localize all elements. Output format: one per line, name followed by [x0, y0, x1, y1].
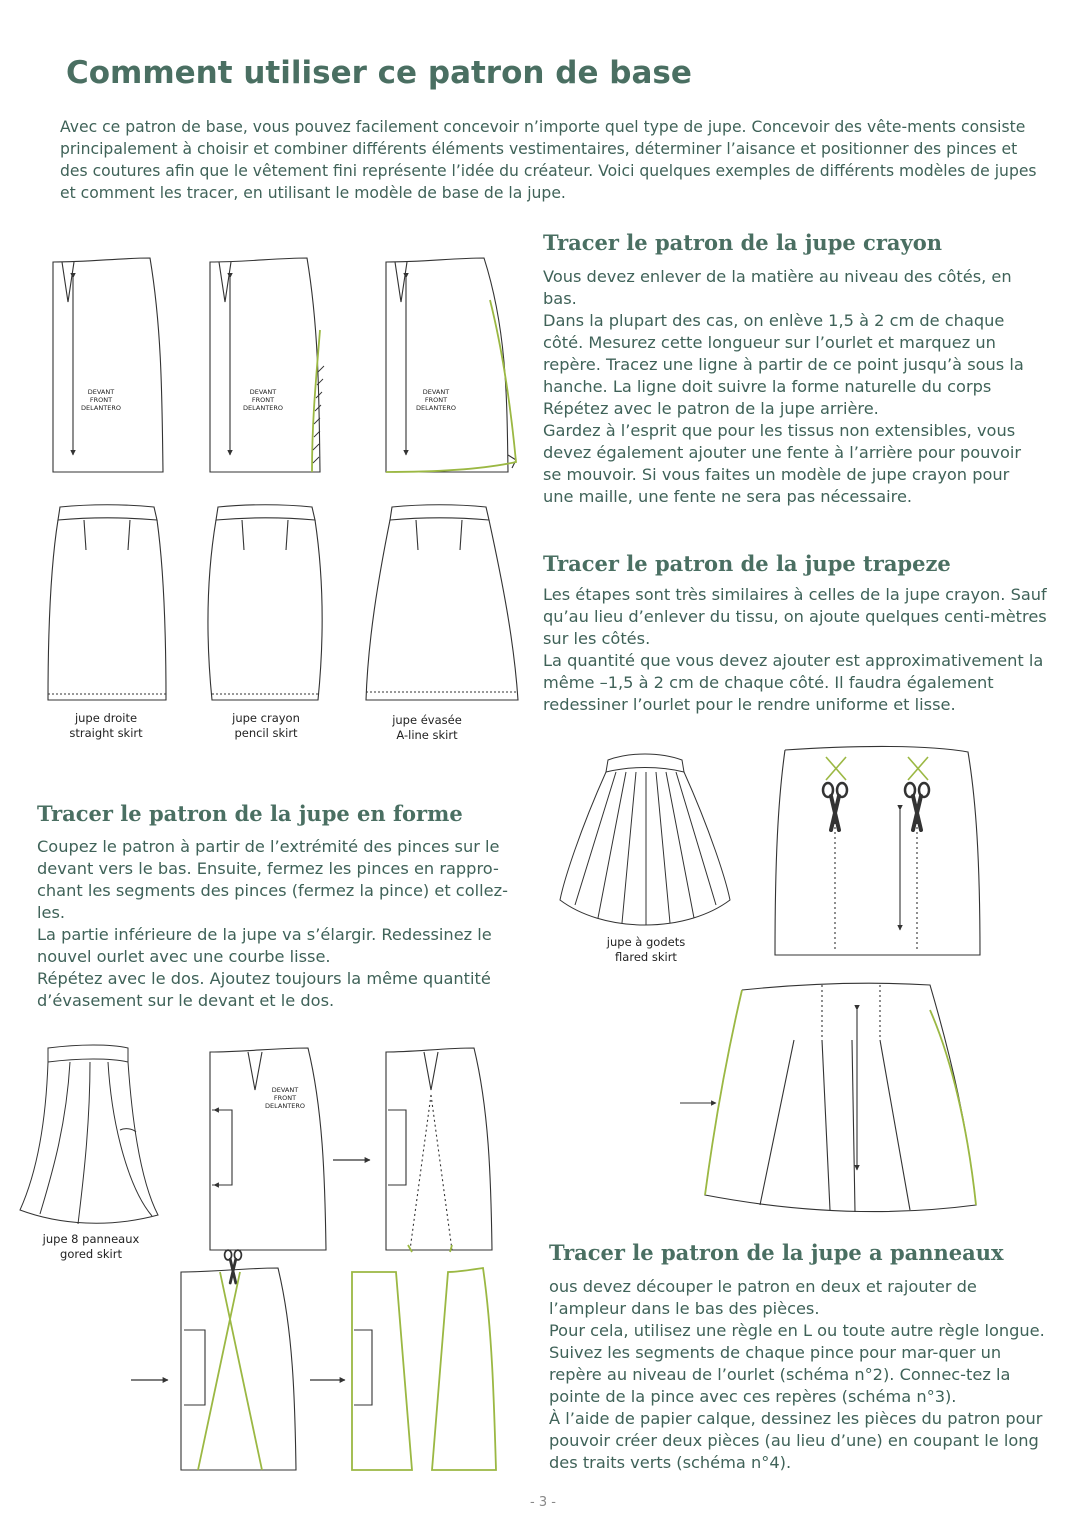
panneaux-para-1: ous devez découper le patron en deux et rajouter de l’ampleur dans le bas des pièces. [549, 1277, 977, 1318]
forme-mark-right [450, 1245, 452, 1252]
skirt-flared-drawing [560, 754, 730, 925]
forme-para-1: Coupez le patron à partir de l’extrémité des pinces sur le devant vers le bas. Ensuite, fermez les pinces en rappro-chant les segments des pinces (fermez la pince) et collez-les. [37, 837, 508, 922]
forme-pattern-4-notch [354, 1330, 372, 1405]
pattern-label-pencil-1: DEVANT [249, 388, 277, 396]
page-number: - 3 - [530, 1495, 556, 1510]
caption-pencil-en: pencil skirt [234, 726, 298, 740]
caption-flared-en: flared skirt [615, 950, 677, 964]
trapeze-para-1: Les étapes sont très similaires à celles de la jupe crayon. Sauf qu’au lieu d’enlever du tissu, on ajoute quelques centi-mètres sur les côtés. [543, 585, 1047, 648]
pattern-label-pencil-3: DELANTERO [243, 404, 283, 412]
pattern-label-forme-3: DELANTERO [265, 1102, 305, 1110]
section-title-panneaux: Tracer le patron de la jupe a panneaux [549, 1240, 1004, 1265]
spread-green-right [930, 1010, 976, 1205]
forme-pattern-1 [210, 1048, 326, 1250]
intro-paragraph: Avec ce patron de base, vous pouvez facilement concevoir n’importe quel type de jupe. Concevoir des vête-ments consiste principalement à choisir et combiner différents éléments vestimentaires, déterminer l’aisance et positionner des pinces et des coutures afin que le vêtement fini représente l’idée du créateur. Voici quelques exemples de différents modèles de jupes et comment les tracer, en utilisant le modèle de base de la jupe. [60, 118, 1037, 202]
pattern-label-straight-1: DEVANT [87, 388, 115, 396]
pattern-label-forme-1: DEVANT [271, 1086, 299, 1094]
forme-pattern-3 [181, 1268, 296, 1470]
crayon-para-2: Dans la plupart des cas, on enlève 1,5 à 2 cm de chaque côté. Mesurez cette longueur sur l’ourlet et marquez un repère. Tracez une ligne à partir de ce point jusqu’à sous la hanche. La ligne doit suivre la forme naturelle du corps [543, 311, 1024, 396]
skirt-aline-drawing [366, 505, 518, 700]
skirt-gored-drawing [20, 1045, 158, 1224]
caption-flared-fr: jupe à godets [606, 935, 686, 949]
pattern-straight [53, 258, 163, 472]
trapeze-para-2: La quantité que vous devez ajouter est approximativement la même –1,5 à 2 cm de chaque côté. Il faudra également redessiner l’ourlet pour le rendre uniforme et lisse. [543, 651, 1044, 714]
page-title: Comment utiliser ce patron de base [66, 55, 692, 91]
forme-pattern-4 [352, 1268, 496, 1470]
forme-mark-left [408, 1245, 412, 1252]
pattern-label-straight-2: FRONT [89, 396, 113, 404]
caption-aline-en: A-line skirt [396, 728, 458, 742]
forme-para-3: Répétez avec le dos. Ajoutez toujours la même quantité d’évasement sur le devant et le dos. [37, 969, 491, 1010]
caption-aline-fr: jupe évasée [392, 713, 462, 727]
panel-dart-crosses [826, 757, 928, 780]
skirt-pencil-drawing [208, 505, 322, 700]
caption-gored-en: gored skirt [60, 1247, 122, 1261]
section-title-forme: Tracer le patron de la jupe en forme [37, 801, 463, 826]
crayon-para-4: Gardez à l’esprit que pour les tissus non extensibles, vous devez également ajouter une fente à l’arrière pour pouvoir se mouvoir. Si vous faites un modèle de jupe crayon pour une maille, une fente ne sera pas nécessaire. [543, 421, 1022, 506]
panel-pattern-spread [680, 983, 976, 1212]
pattern-label-forme-2: FRONT [273, 1094, 297, 1102]
panel-pattern-top [775, 746, 980, 955]
skirt-straight-drawing [48, 505, 166, 700]
caption-straight-fr: jupe droite [74, 711, 138, 725]
pattern-aline [386, 258, 516, 472]
section-title-crayon: Tracer le patron de la jupe crayon [543, 230, 942, 255]
panneaux-para-2: Pour cela, utilisez une règle en L ou toute autre règle longue. Suivez les segments de chaque pince pour mar-quer un repère au niveau de l’ourlet (schéma n°2). Connec-tez la pointe de la pince avec ces repères (schéma n°3). [549, 1321, 1045, 1406]
forme-para-2: La partie inférieure de la jupe va s’élargir. Redessinez le nouvel ourlet avec une courbe lisse. [37, 925, 492, 966]
pattern-label-straight-3: DELANTERO [81, 404, 121, 412]
section-title-trapeze: Tracer le patron de la jupe trapeze [543, 551, 951, 576]
pattern-label-aline-2: FRONT [424, 396, 448, 404]
forme-pattern-2 [386, 1048, 492, 1250]
crayon-para-1: Vous devez enlever de la matière au niveau des côtés, en bas. [543, 267, 1012, 308]
spread-green-left [705, 990, 742, 1195]
pattern-label-aline-1: DEVANT [422, 388, 450, 396]
forme-green-cross [198, 1272, 262, 1470]
panneaux-para-3: À l’aide de papier calque, dessinez les pièces du patron pour pouvoir créer deux pièces (au lieu d’une) en coupant le long des traits verts (schéma n°4). [549, 1409, 1043, 1472]
caption-straight-en: straight skirt [69, 726, 143, 740]
pattern-label-aline-3: DELANTERO [416, 404, 456, 412]
caption-pencil-fr: jupe crayon [232, 711, 300, 725]
pattern-pencil [210, 258, 320, 472]
caption-gored-fr: jupe 8 panneaux [42, 1232, 140, 1246]
pattern-label-pencil-2: FRONT [251, 396, 275, 404]
crayon-para-3: Répétez avec le patron de la jupe arrière. [543, 399, 879, 418]
